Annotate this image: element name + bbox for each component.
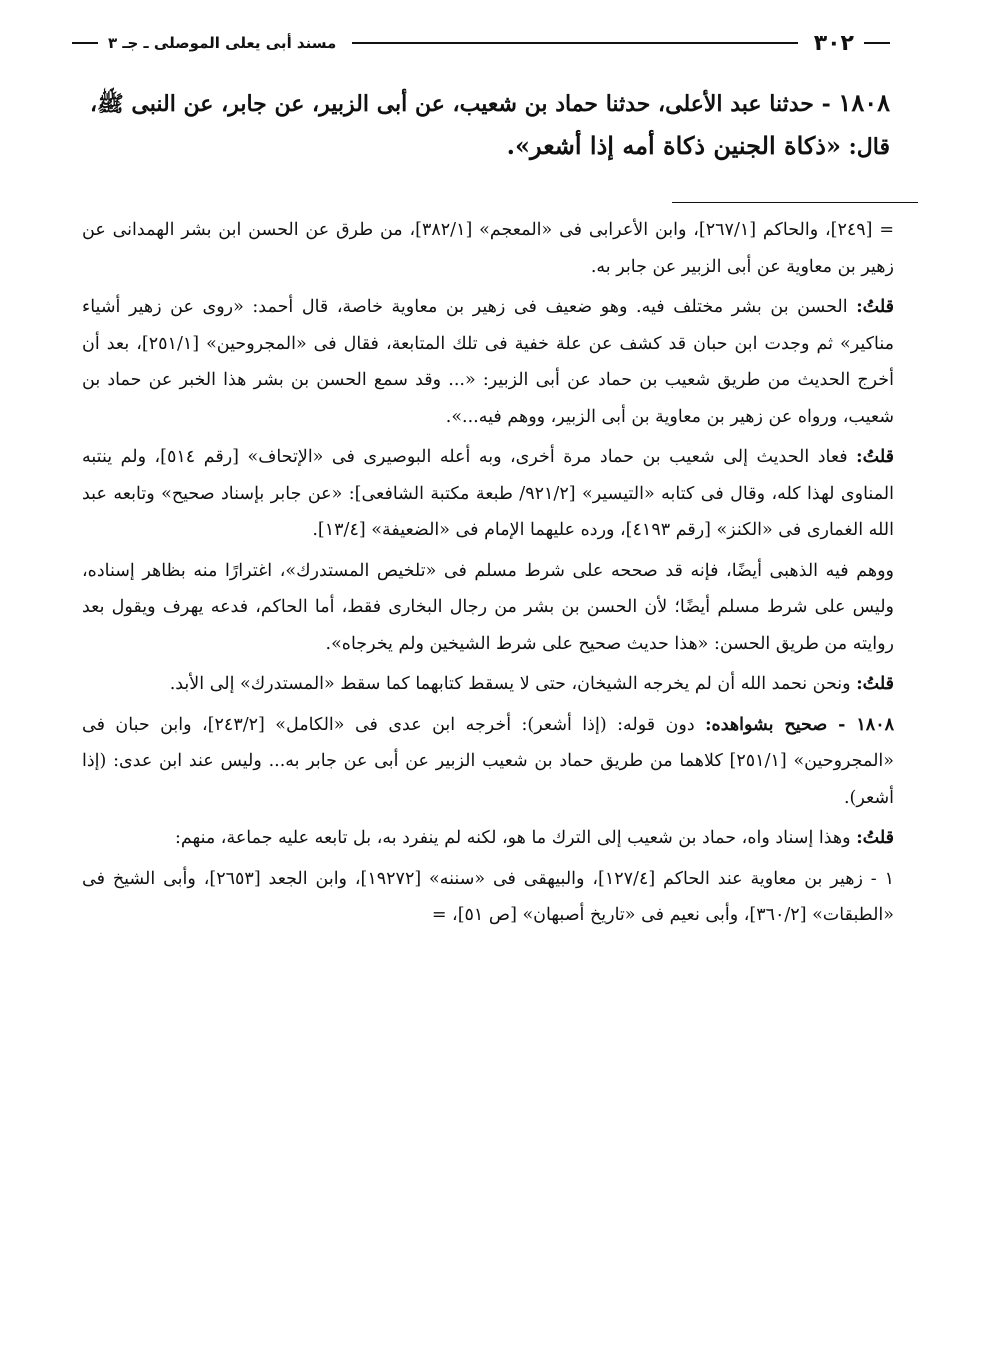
footnote-paragraph xyxy=(82,820,894,857)
book-title: مسند أبى يعلى الموصلى ـ جـ ٣ xyxy=(108,34,337,52)
running-header xyxy=(68,28,894,58)
qultu-label: قلتُ: xyxy=(856,828,894,848)
header-dash xyxy=(72,42,98,44)
footnote-paragraph xyxy=(82,666,894,703)
footnote-separator xyxy=(672,202,918,203)
footnote-paragraph xyxy=(82,439,894,549)
footnote-text: وهذا إسناد واه، حماد بن شعيب إلى الترك ما هو، لكنه لم ينفرد به، بل تابعه عليه جماعة، منهم: xyxy=(174,828,851,848)
footnote-paragraph xyxy=(82,553,894,663)
footnote-paragraph xyxy=(82,861,894,934)
footnote-text: فعاد الحديث إلى شعيب بن حماد مرة أخرى، وبه أعله البوصيرى فى «الإتحاف» [رقم ٥١٤]، ولم ينتبه المناوى لهذا كله، وقال فى كتابه «التيسير» [٩٢١/٢/ طبعة مكتبة الشافعى]: «عن جابر بإسناد صحيح» وتابعه عبد الله الغمارى فى «الكنز» [رقم ٤١٩٣]، ورده عليهما الإمام فى «الضعيفة» [١٣/٤]. xyxy=(82,447,894,540)
qultu-label: قلتُ: xyxy=(856,447,894,467)
hadith-matn: «ذكاة الجنين ذكاة أمه إذا أشعر». xyxy=(506,131,841,160)
footnote-text: الحسن بن بشر مختلف فيه. وهو ضعيف فى زهير بن معاوية خاصة، قال أحمد: «روى عن زهير أشياء مناكير» ثم وجدت ابن حبان قد كشف عن علة خفية فى تلك المتابعة، فقال فى «المجروحين» [٢٥١/١]، بعد أن أخرج الحديث من طريق شعيب بن حماد عن أبى الزبير: «... وقد سمع الحسن بن بشر هذا الخبر عن حماد بن شعيب، ورواه عن زهير بن معاوية بن أبى الزبير، ووهم فيه...». xyxy=(82,297,894,427)
footnote-text: ١ - زهير بن معاوية عند الحاكم [١٢٧/٤]، والبيهقى فى «سننه» [١٩٢٧٢]، وابن الجعد [٢٦٥٣]، وأبى الشيخ فى «الطبقات» [٣٦٠/٢]، وأبى نعيم فى «تاريخ أصبهان» [ص ٥١]، = xyxy=(82,868,894,925)
header-dash xyxy=(864,42,890,44)
hadith-number: ١٨٠٨ xyxy=(838,88,890,117)
footnote-text: ووهم فيه الذهبى أيضًا، فإنه قد صححه على شرط مسلم فى «تلخيص المستدرك»، اغترارًا منه بظاهر إسناده، وليس على شرط مسلم أيضًا؛ لأن الحسن بن بشر من رجال البخارى فقط، أما الحاكم، فدعه يهرف ويقول بعد روايته من طريق الحسن: «هذا حديث صحيح على شرط الشيخين ولم يخرجاه». xyxy=(82,560,894,654)
footnote-text: = [٢٤٩]، والحاكم [٢٦٧/١]، وابن الأعرابى فى «المعجم» [٣٨٢/١]، من طرق عن الحسن ابن بشر الهمدانى عن زهير بن معاوية عن أبى الزبير عن جابر به. xyxy=(82,220,894,277)
hadith-dash: - xyxy=(813,91,831,117)
footnote-text: ونحن نحمد الله أن لم يخرجه الشيخان، حتى لا يسقط كتابهما كما سقط «المستدرك» إلى الأبد. xyxy=(169,674,851,694)
footnote-paragraph xyxy=(82,212,894,285)
header-rule xyxy=(352,42,797,44)
qultu-label: قلتُ: xyxy=(856,674,894,694)
hadith-text xyxy=(90,82,890,168)
footnote-text: دون قوله: (إذا أشعر): أخرجه ابن عدى فى «الكامل» [٢٤٣/٢]، وابن حبان فى «المجروحين» [٢٥١/١] كلاهما من طريق حماد بن شعيب الزبير عن أبى عن جابر به... وليس عند ابن عدى: (إذا أشعر). xyxy=(82,714,894,808)
footnote-paragraph xyxy=(82,707,894,817)
hadith-chain: حدثنا عبد الأعلى، حدثنا حماد بن شعيب، عن أبى الزبير، عن جابر، عن النبى ﷺ، قال: xyxy=(90,91,890,160)
page-number: ٣٠٢ xyxy=(813,30,854,56)
footnotes xyxy=(82,212,894,938)
qultu-label: قلتُ: xyxy=(856,297,894,317)
footnote-paragraph xyxy=(82,289,894,435)
takhrij-label: ١٨٠٨ - صحيح بشواهده: xyxy=(705,714,894,735)
